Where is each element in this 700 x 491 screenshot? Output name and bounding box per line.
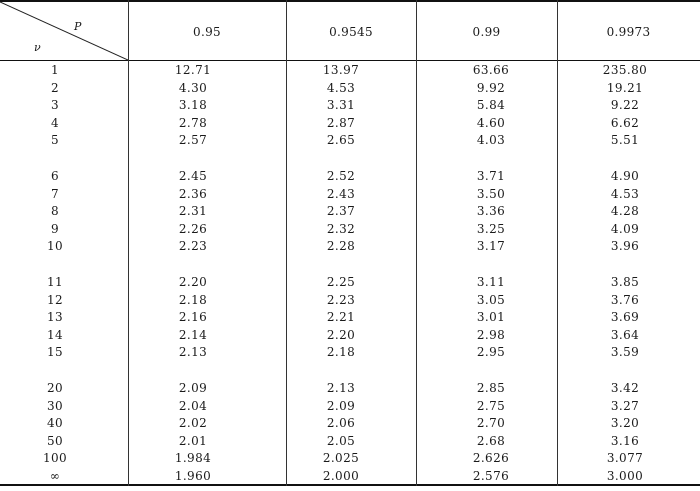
cell-p09973: 3.69	[610, 310, 640, 325]
nu-cell: 3	[50, 98, 60, 113]
table-row	[0, 222, 700, 239]
cell-p095: 2.45	[178, 169, 208, 183]
cell-p09973: 3.077	[606, 451, 644, 466]
cell-p099: 3.17	[476, 239, 506, 254]
cell-p09545: 2.05	[326, 433, 356, 448]
cell-p09973: 4.90	[610, 169, 640, 183]
cell-p09545: 2.32	[326, 221, 356, 236]
cell-p095: 2.16	[178, 310, 208, 325]
cell-p09545: 2.18	[326, 345, 356, 360]
cell-p095: 2.57	[178, 133, 208, 148]
nu-cell: 6	[50, 169, 60, 183]
cell-p09973: 235.80	[602, 63, 648, 77]
cell-p095: 2.31	[178, 204, 208, 219]
table-row	[0, 275, 700, 292]
cell-p09973: 3.42	[610, 381, 640, 395]
cell-p09973: 3.16	[610, 433, 640, 448]
cell-p095: 1.960	[174, 469, 212, 483]
table-row	[0, 416, 700, 433]
cell-p09973: 3.64	[610, 327, 640, 342]
cell-p099: 2.95	[476, 345, 506, 360]
nu-cell: 50	[46, 433, 64, 448]
cell-p09973: 3.27	[610, 398, 640, 413]
cell-p09545: 2.43	[326, 186, 356, 201]
cell-p099: 2.626	[472, 451, 510, 466]
nu-cell: 4	[50, 115, 60, 130]
cell-p095: 2.02	[178, 416, 208, 431]
cell-p095: 12.71	[174, 63, 212, 77]
cell-p09545: 2.87	[326, 115, 356, 130]
cell-p09545: 2.25	[326, 275, 356, 289]
column-header: 0.95	[193, 25, 221, 39]
nu-cell: 11	[46, 275, 64, 289]
cell-p095: 2.01	[178, 433, 208, 448]
cell-p09545: 2.21	[326, 310, 356, 325]
cell-p09973: 9.22	[610, 98, 640, 113]
cell-p099: 4.03	[476, 133, 506, 148]
nu-cell: ∞	[49, 469, 61, 483]
table-row	[0, 169, 700, 186]
cell-p09973: 6.62	[610, 115, 640, 130]
nu-cell: 12	[46, 292, 64, 307]
cell-p09973: 5.51	[610, 133, 640, 148]
table-row	[0, 63, 700, 80]
cell-p095: 2.13	[178, 345, 208, 360]
table-row	[0, 204, 700, 221]
cell-p099: 2.576	[472, 469, 510, 483]
cell-p095: 2.20	[178, 275, 208, 289]
cell-p099: 5.84	[476, 98, 506, 113]
cell-p09545: 2.13	[326, 381, 356, 395]
cell-p095: 1.984	[174, 451, 212, 466]
nu-cell: 7	[50, 186, 60, 201]
nu-cell: 9	[50, 221, 60, 236]
nu-cell: 15	[46, 345, 64, 360]
cell-p099: 3.11	[476, 275, 506, 289]
cell-p099: 2.70	[476, 416, 506, 431]
cell-p09545: 2.000	[322, 469, 360, 483]
cell-p09545: 3.31	[326, 98, 356, 113]
corner-label-nu: ν	[34, 41, 41, 54]
table-row	[0, 328, 700, 345]
cell-p09973: 3.96	[610, 239, 640, 254]
cell-p099: 63.66	[472, 63, 510, 77]
column-header: 0.99	[472, 25, 501, 39]
nu-cell: 1	[50, 63, 60, 77]
table-row	[0, 81, 700, 98]
cell-p099: 3.25	[476, 221, 506, 236]
cell-p09545: 13.97	[322, 63, 360, 77]
cell-p09973: 3.85	[610, 275, 640, 289]
cell-p099: 3.36	[476, 204, 506, 219]
nu-cell: 40	[46, 416, 64, 431]
cell-p095: 2.04	[178, 398, 208, 413]
cell-p09973: 3.59	[610, 345, 640, 360]
nu-cell: 20	[46, 381, 64, 395]
cell-p09545: 2.06	[326, 416, 356, 431]
table-row	[0, 399, 700, 416]
cell-p099: 3.01	[476, 310, 506, 325]
cell-p09545: 2.025	[322, 451, 360, 466]
cell-p095: 2.23	[178, 239, 208, 254]
corner-diagonal	[0, 0, 130, 62]
table-row	[0, 310, 700, 327]
cell-p099: 2.68	[476, 433, 506, 448]
table-row	[0, 133, 700, 150]
table-row	[0, 239, 700, 256]
table-row	[0, 345, 700, 362]
cell-p09545: 2.23	[326, 292, 356, 307]
cell-p099: 3.71	[476, 169, 506, 183]
cell-p09973: 4.28	[610, 204, 640, 219]
cell-p095: 2.18	[178, 292, 208, 307]
nu-cell: 14	[46, 327, 64, 342]
nu-cell: 2	[50, 80, 60, 95]
nu-cell: 13	[46, 310, 64, 325]
table-row	[0, 187, 700, 204]
cell-p099: 3.50	[476, 186, 506, 201]
table-row	[0, 116, 700, 133]
cell-p09973: 4.09	[610, 221, 640, 236]
cell-p095: 2.14	[178, 327, 208, 342]
cell-p099: 4.60	[476, 115, 506, 130]
corner-label-p: P	[74, 20, 82, 33]
column-header: 0.9973	[606, 25, 651, 39]
cell-p099: 2.85	[476, 381, 506, 395]
cell-p09545: 2.52	[326, 169, 356, 183]
cell-p095: 3.18	[178, 98, 208, 113]
cell-p095: 4.30	[178, 80, 208, 95]
table-row	[0, 451, 700, 468]
cell-p095: 2.26	[178, 221, 208, 236]
cell-p095: 2.78	[178, 115, 208, 130]
column-header: 0.9545	[329, 25, 373, 39]
cell-p09973: 3.76	[610, 292, 640, 307]
cell-p09973: 19.21	[606, 80, 644, 95]
nu-cell: 8	[50, 204, 60, 219]
cell-p099: 9.92	[476, 80, 506, 95]
cell-p099: 2.75	[476, 398, 506, 413]
cell-p09973: 4.53	[610, 186, 640, 201]
table-row	[0, 469, 700, 486]
nu-cell: 100	[42, 451, 68, 466]
cell-p09973: 3.20	[610, 416, 640, 431]
table-row	[0, 293, 700, 310]
table-row	[0, 98, 700, 115]
nu-cell: 10	[46, 239, 64, 254]
cell-p099: 2.98	[476, 327, 506, 342]
cell-p09545: 2.65	[326, 133, 356, 148]
cell-p09545: 2.37	[326, 204, 356, 219]
cell-p099: 3.05	[476, 292, 506, 307]
nu-cell: 5	[50, 133, 60, 148]
nu-cell: 30	[46, 398, 64, 413]
cell-p09545: 2.09	[326, 398, 356, 413]
table-row	[0, 381, 700, 398]
cell-p09545: 2.20	[326, 327, 356, 342]
cell-p095: 2.36	[178, 186, 208, 201]
cell-p09545: 2.28	[326, 239, 356, 254]
cell-p09973: 3.000	[606, 469, 644, 483]
cell-p09545: 4.53	[326, 80, 356, 95]
cell-p095: 2.09	[178, 381, 208, 395]
table-row	[0, 434, 700, 451]
